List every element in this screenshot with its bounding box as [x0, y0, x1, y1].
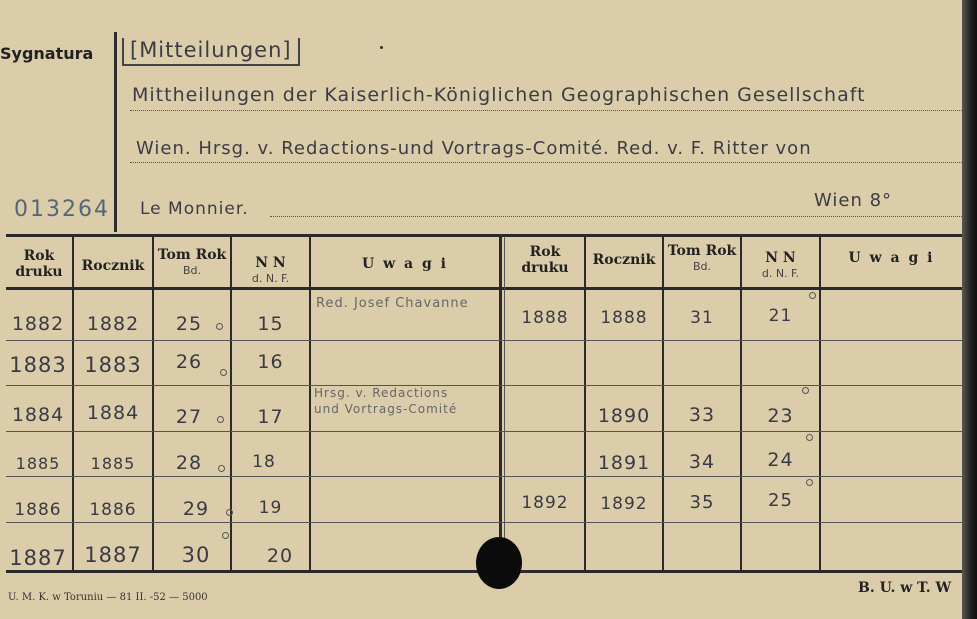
cell-rocznik: 1882	[86, 313, 140, 335]
cell-tom: 33	[688, 404, 716, 426]
dotted-rule-2	[130, 162, 962, 163]
header-uwagi: U w a g i	[362, 256, 448, 272]
cell-rocznik: 1888	[600, 308, 648, 328]
ink-dot	[380, 46, 383, 49]
title-line-2: Wien. Hrsg. v. Redactions-und Vortrags-Comité. Red. v. F. Ritter von	[136, 138, 812, 159]
header-nn-sub: d. N. F.	[251, 272, 290, 285]
cell-rocznik: 1891	[597, 452, 651, 474]
cell-rok: 1888	[521, 308, 569, 328]
library-mark: B. U. w T. W	[858, 580, 952, 596]
header-tom-rok-right	[664, 243, 740, 275]
cell-rok: 1892	[521, 493, 569, 513]
cell-nn: 15	[257, 313, 284, 335]
header-divider	[114, 32, 117, 232]
signature-number: 013264	[14, 197, 110, 222]
note-publisher-1: Hrsg. v. Redactions	[314, 386, 449, 400]
cell-nn: 17	[257, 406, 284, 428]
header-rok-druku-right: Rok druku	[521, 244, 569, 276]
row-rule	[6, 431, 962, 432]
header-rocznik-right: Rocznik	[592, 252, 656, 268]
note-editor: Red. Josef Chavanne	[316, 296, 469, 311]
row-rule	[6, 385, 962, 386]
header-tom-sub: Bd.	[692, 260, 712, 273]
header-uwagi-right: U w a g i	[848, 250, 935, 266]
header-tom-rok-label: Tom Rok	[667, 243, 737, 259]
cell-tom: 27	[175, 406, 203, 428]
header-tom-rok	[154, 247, 230, 279]
header-nn-label: N N	[255, 255, 286, 271]
cell-nn: 25	[768, 490, 793, 511]
cell-rocznik: 1885	[90, 454, 136, 473]
check-circle	[222, 532, 229, 539]
cell-nn: 16	[257, 351, 284, 373]
cell-tom: 35	[689, 492, 715, 513]
cell-rocznik: 1886	[89, 500, 137, 520]
cell-rocznik: 1884	[86, 402, 140, 424]
cell-rocznik: 1890	[597, 405, 651, 427]
header-nn	[232, 255, 309, 287]
card-edge-shadow	[962, 0, 977, 619]
cell-nn: 18	[252, 452, 276, 472]
check-circle	[806, 434, 813, 441]
check-circle	[806, 479, 813, 486]
check-circle	[218, 465, 225, 472]
cell-rocznik: 1883	[84, 353, 142, 377]
printer-imprint: U. M. K. w Toruniu — 81 II. -52 — 5000	[8, 592, 208, 603]
header-rocznik: Rocznik	[81, 258, 145, 274]
check-circle	[226, 509, 233, 516]
cell-rok: 1882	[11, 313, 65, 335]
check-circle	[216, 323, 223, 330]
sygnatura-label: Sygnatura	[0, 44, 94, 63]
header-tom-rok-label: Tom Rok	[157, 247, 227, 263]
cell-rok: 1883	[9, 353, 67, 377]
cell-nn: 23	[767, 405, 794, 427]
check-circle	[802, 387, 809, 394]
title-line-3-left: Le Monnier.	[140, 199, 249, 219]
cell-tom: 28	[175, 452, 203, 474]
cell-tom: 29	[182, 498, 210, 520]
header-nn-label: N N	[765, 250, 796, 266]
header-nn-right	[742, 250, 819, 282]
row-rule	[6, 340, 962, 341]
row-rule	[6, 476, 962, 477]
cell-tom: 25	[175, 313, 203, 335]
check-circle	[220, 369, 227, 376]
cell-rok: 1885	[15, 454, 61, 473]
bracket-title: [Mitteilungen]	[122, 38, 300, 66]
note-publisher-2: und Vortrags-Comité	[314, 402, 458, 416]
dotted-rule-3	[270, 216, 962, 217]
cell-rocznik: 1887	[84, 543, 142, 567]
punch-hole	[476, 537, 522, 589]
title-line-1: Mittheilungen der Kaiserlich-Königlichen Geographischen Gesellschaft	[132, 84, 866, 106]
cell-rok: 1886	[14, 500, 62, 520]
cell-nn: 21	[768, 306, 793, 326]
cell-rok: 1884	[11, 404, 65, 426]
check-circle	[809, 292, 816, 299]
row-rule	[6, 522, 962, 523]
cell-tom: 31	[690, 308, 714, 328]
cell-nn: 24	[767, 449, 794, 471]
cell-rocznik: 1892	[600, 494, 648, 514]
header-rok-druku: Rok druku	[15, 248, 63, 280]
header-nn-sub: d. N. F.	[761, 267, 800, 280]
cell-nn: 19	[258, 498, 283, 518]
cell-nn: 20	[266, 545, 294, 567]
check-circle	[217, 416, 224, 423]
header-tom-sub: Bd.	[182, 264, 202, 277]
cell-tom: 34	[688, 451, 716, 473]
title-line-3-right: Wien 8°	[814, 190, 893, 211]
dotted-rule-1	[130, 110, 962, 111]
cell-tom: 26	[175, 351, 203, 373]
cell-tom: 30	[181, 543, 211, 567]
cell-rok: 1887	[9, 546, 67, 570]
